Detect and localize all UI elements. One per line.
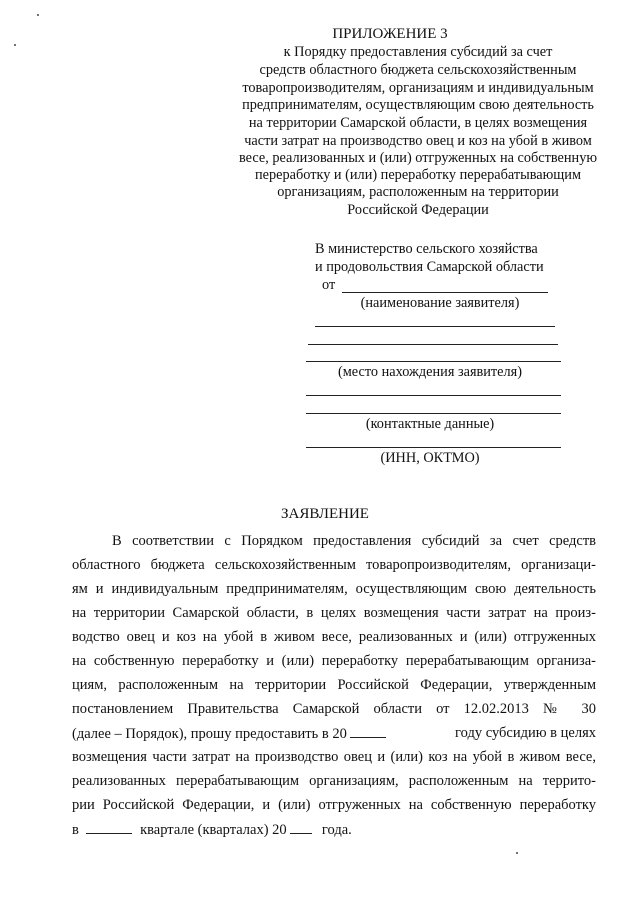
statement-line-text: году субсидию в целях — [455, 725, 596, 741]
applicant-name-field[interactable] — [342, 292, 548, 293]
statement-line: на собственную переработку и (или) переработку перерабатывающим организа- — [72, 653, 596, 669]
statement-line: В соответствии с Порядком предоставления субсидий за счет средств — [112, 533, 596, 549]
inn-caption: (ИНН, ОКТМО) — [380, 450, 480, 466]
statement-line: циям, расположенным на территории Российской Федерации, утвержденным — [72, 677, 596, 693]
statement-line-text: квартале (кварталах) 20 — [140, 822, 287, 838]
contacts-caption: (контактные данные) — [365, 416, 495, 432]
statement-line — [72, 820, 596, 839]
statement-line-text: года. — [321, 822, 352, 838]
quarter-year-blank-field[interactable] — [290, 820, 312, 834]
location-field-2[interactable] — [306, 395, 561, 396]
statement-line-text: в — [72, 822, 79, 838]
statement-line: возмещения части затрат на производство овец и (или) коз на убой в живом весе, — [72, 749, 596, 765]
scan-speck — [37, 14, 39, 16]
appendix-title: ПРИЛОЖЕНИЕ 3 — [332, 26, 448, 42]
contacts-field[interactable] — [306, 413, 561, 414]
from-label: от — [322, 277, 336, 293]
addressee-ministry: В министерство сельского хозяйства — [315, 241, 538, 257]
appendix-line: Российской Федерации — [347, 202, 489, 218]
appendix-line: организациям, расположенным на территории — [277, 184, 559, 200]
statement-line: на территории Самарской области, в целях возмещения части затрат на произ- — [72, 605, 596, 621]
statement-line: водство овец и коз на убой в живом весе, реализованных и (или) отгруженных — [72, 629, 596, 645]
location-caption: (место нахождения заявителя) — [337, 364, 523, 380]
statement-line-text: (далее – Порядок), прошу предоставить в 20 — [72, 726, 347, 742]
statement-line: постановлением Правительства Самарской области от 12.02.2013 № 30 — [72, 701, 596, 717]
appendix-line: переработку и (или) переработку перерабатывающим — [254, 167, 581, 183]
appendix-line: весе, реализованных и (или) отгруженных на собственную — [238, 150, 598, 166]
statement-line — [72, 724, 596, 743]
scan-speck — [516, 852, 518, 854]
statement-line: реализованных перерабатывающим организациям, расположенным на террито- — [72, 773, 596, 789]
appendix-line: предпринимателям, осуществляющим свою деятельность — [242, 97, 594, 113]
inn-field[interactable] — [306, 447, 561, 448]
quarter-blank-field[interactable] — [86, 820, 132, 834]
year-blank-field[interactable] — [350, 724, 386, 738]
applicant-name-field-2[interactable] — [315, 326, 555, 327]
statement-line: областного бюджета сельскохозяйственным товаропроизводителям, организаци- — [72, 557, 596, 573]
scan-speck — [14, 44, 16, 46]
statement-title: ЗАЯВЛЕНИЕ — [281, 506, 369, 522]
appendix-line: части затрат на производство овец и коз на убой в живом — [244, 133, 592, 149]
applicant-name-caption: (наименование заявителя) — [360, 295, 520, 311]
statement-line: ям и индивидуальным предпринимателям, осуществляющим свою деятельность — [72, 581, 596, 597]
appendix-line: средств областного бюджета сельскохозяйственным — [259, 62, 577, 78]
statement-line: рии Российской Федерации, и (или) отгруженных на собственную переработку — [72, 797, 596, 813]
appendix-line: на территории Самарской области, в целях возмещения — [248, 115, 588, 131]
appendix-line: к Порядку предоставления субсидий за счет — [283, 44, 553, 60]
applicant-name-field-3[interactable] — [308, 344, 558, 345]
location-field[interactable] — [306, 361, 561, 362]
appendix-line: товаропроизводителям, организациям и индивидуальным — [242, 80, 594, 96]
addressee-ministry-2: и продовольствия Самарской области — [315, 259, 544, 275]
